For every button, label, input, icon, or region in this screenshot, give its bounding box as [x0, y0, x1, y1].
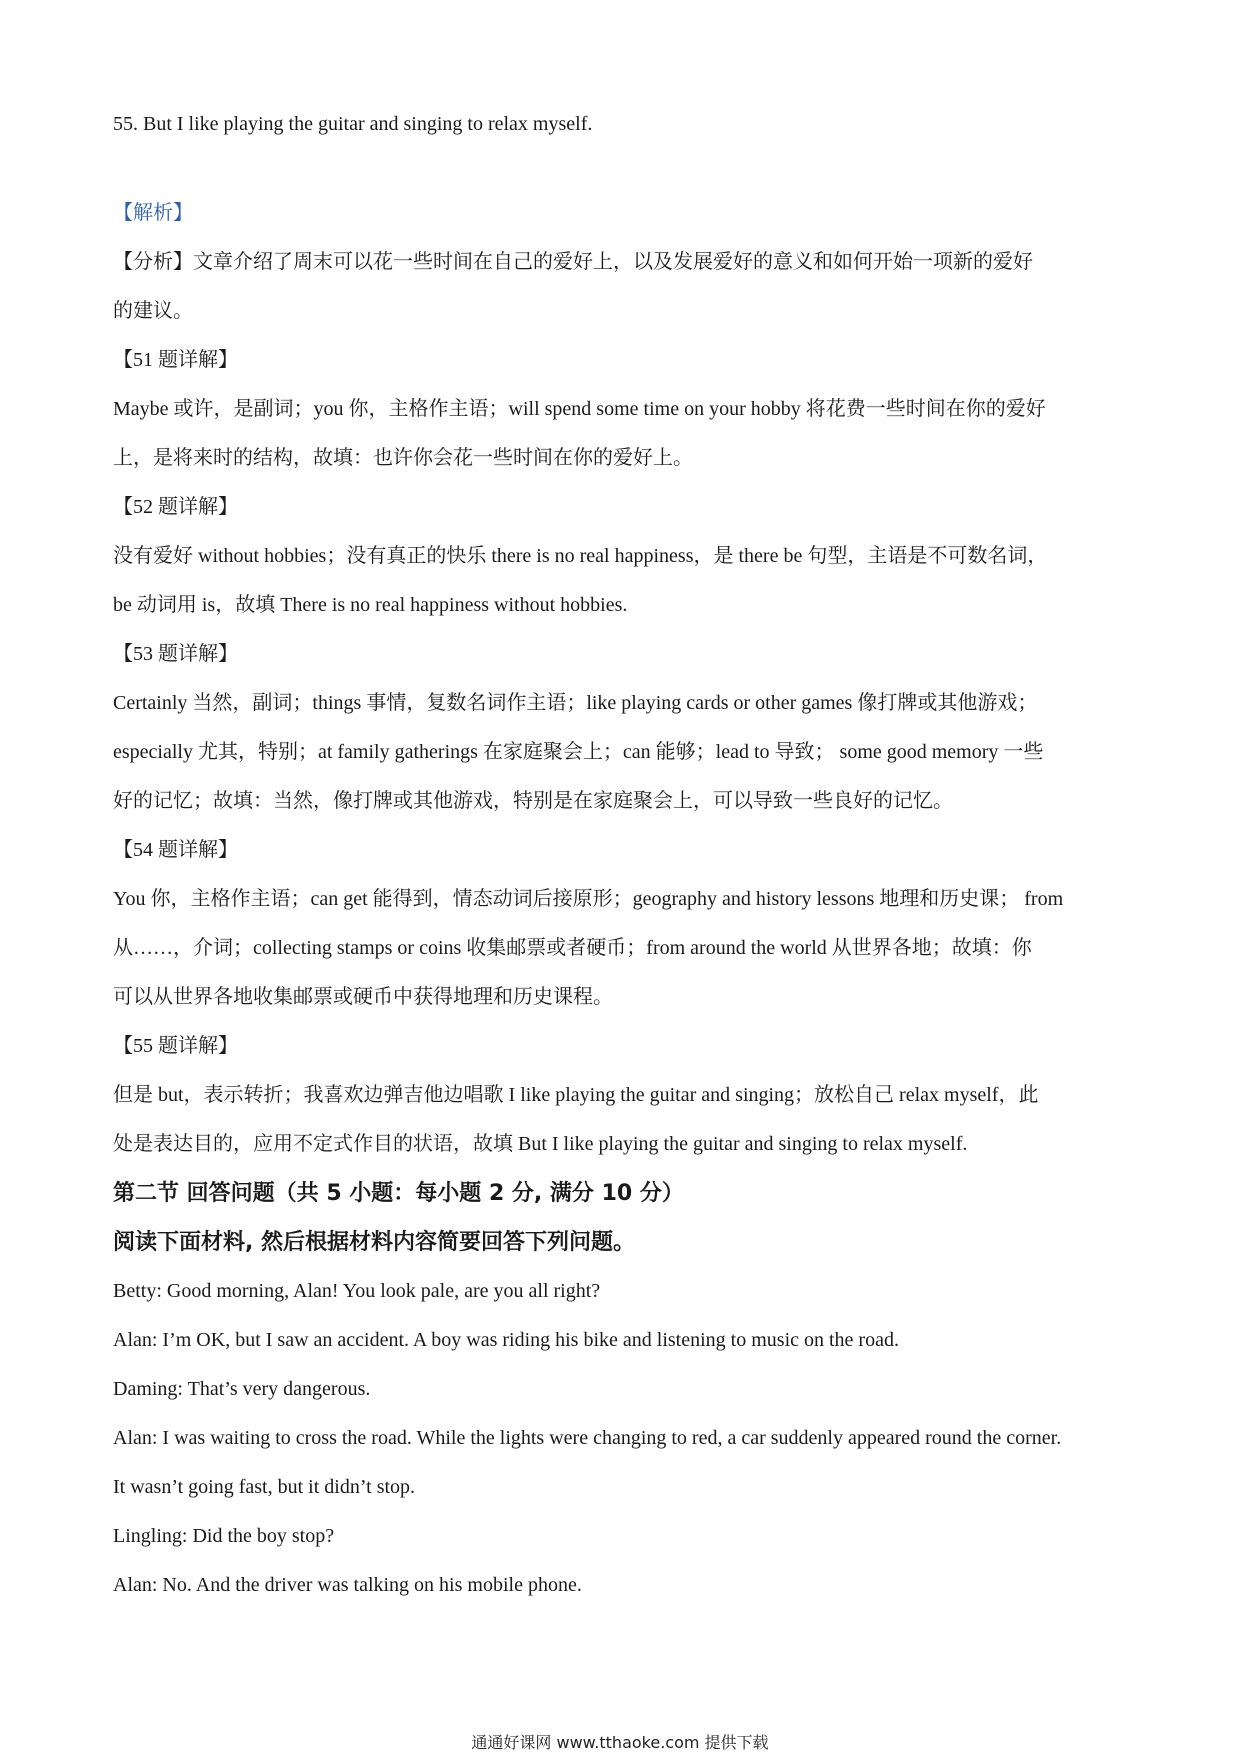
- detail-line: Certainly 当然，副词；things 事情，复数名词作主语；like playing cards or other games 像打牌或其他游戏；: [113, 692, 1038, 714]
- dialogue-line: Lingling: Did the boy stop?: [113, 1525, 335, 1547]
- detail-line: 好的记忆；故填：当然，像打牌或其他游戏，特别是在家庭聚会上，可以导致一些良好的记忆。: [113, 790, 953, 812]
- dialogue-line: Alan: No. And the driver was talking on his mobile phone.: [113, 1574, 582, 1596]
- section-title: 第二节 回答问题（共 5 小题：每小题 2 分, 满分 10 分）: [113, 1181, 684, 1206]
- dialogue-line: Betty: Good morning, Alan! You look pale, are you all right?: [113, 1280, 601, 1302]
- dialogue: [113, 1267, 1133, 1610]
- detail-line: be 动词用 is，故填 There is no real happiness without hobbies.: [113, 594, 628, 616]
- dialogue-line: It wasn’t going fast, but it didn’t stop.: [113, 1476, 416, 1498]
- detail-line: 上，是将来时的结构，故填：也许你会花一些时间在你的爱好上。: [113, 447, 693, 469]
- detail-line: 但是 but，表示转折；我喜欢边弹吉他边唱歌 I like playing the guitar and singing；放松自己 relax myself，此: [113, 1084, 1039, 1106]
- dialogue-line: Alan: I’m OK, but I saw an accident. A boy was riding his bike and listening to music on the road.: [113, 1329, 899, 1351]
- detail-line: You 你，主格作主语；can get 能得到，情态动词后接原形；geography and history lessons 地理和历史课； from: [113, 888, 1064, 910]
- dialogue-line: Daming: That’s very dangerous.: [113, 1378, 371, 1400]
- detail-title: 【55 题详解】: [113, 1035, 238, 1057]
- jiexi-heading: 【解析】: [113, 202, 193, 224]
- detail-line: 从……，介词；collecting stamps or coins 收集邮票或者硬币；from around the world 从世界各地；故填：你: [113, 937, 1032, 959]
- dialogue-line: Alan: I was waiting to cross the road. While the lights were changing to red, a car suddenly appeared round the corner.: [113, 1427, 1062, 1449]
- detail-55: [113, 1022, 1133, 1169]
- analysis-line-1: 【分析】文章介绍了周末可以花一些时间在自己的爱好上，以及发展爱好的意义和如何开始一项新的爱好: [113, 251, 1033, 273]
- detail-title: 【53 题详解】: [113, 643, 238, 665]
- detail-54: [113, 826, 1133, 1022]
- detail-51: [113, 336, 1133, 483]
- detail-line: 处是表达目的，应用不定式作目的状语，故填 But I like playing the guitar and singing to relax myself.: [113, 1133, 968, 1155]
- spacer: [113, 149, 1133, 189]
- page-footer: 通通好课网 www.tthaoke.com 提供下载: [471, 1733, 769, 1752]
- detail-title: 【54 题详解】: [113, 839, 238, 861]
- detail-line: 可以从世界各地收集邮票或硬币中获得地理和历史课程。: [113, 986, 613, 1008]
- detail-52: [113, 483, 1133, 630]
- document-page: [113, 100, 1133, 1610]
- detail-line: 没有爱好 without hobbies；没有真正的快乐 there is no real happiness，是 there be 句型，主语是不可数名词，: [113, 545, 1048, 567]
- answer-55: 55. But I like playing the guitar and singing to relax myself.: [113, 113, 593, 135]
- detail-line: especially 尤其，特别；at family gatherings 在家庭聚会上；can 能够；lead to 导致； some good memory 一些: [113, 741, 1044, 763]
- detail-53: [113, 630, 1133, 826]
- detail-line: Maybe 或许，是副词；you 你，主格作主语；will spend some time on your hobby 将花费一些时间在你的爱好: [113, 398, 1046, 420]
- detail-title: 【52 题详解】: [113, 496, 238, 518]
- detail-title: 【51 题详解】: [113, 349, 238, 371]
- analysis-line-2: 的建议。: [113, 300, 193, 322]
- section-instruction: 阅读下面材料, 然后根据材料内容简要回答下列问题。: [113, 1230, 636, 1255]
